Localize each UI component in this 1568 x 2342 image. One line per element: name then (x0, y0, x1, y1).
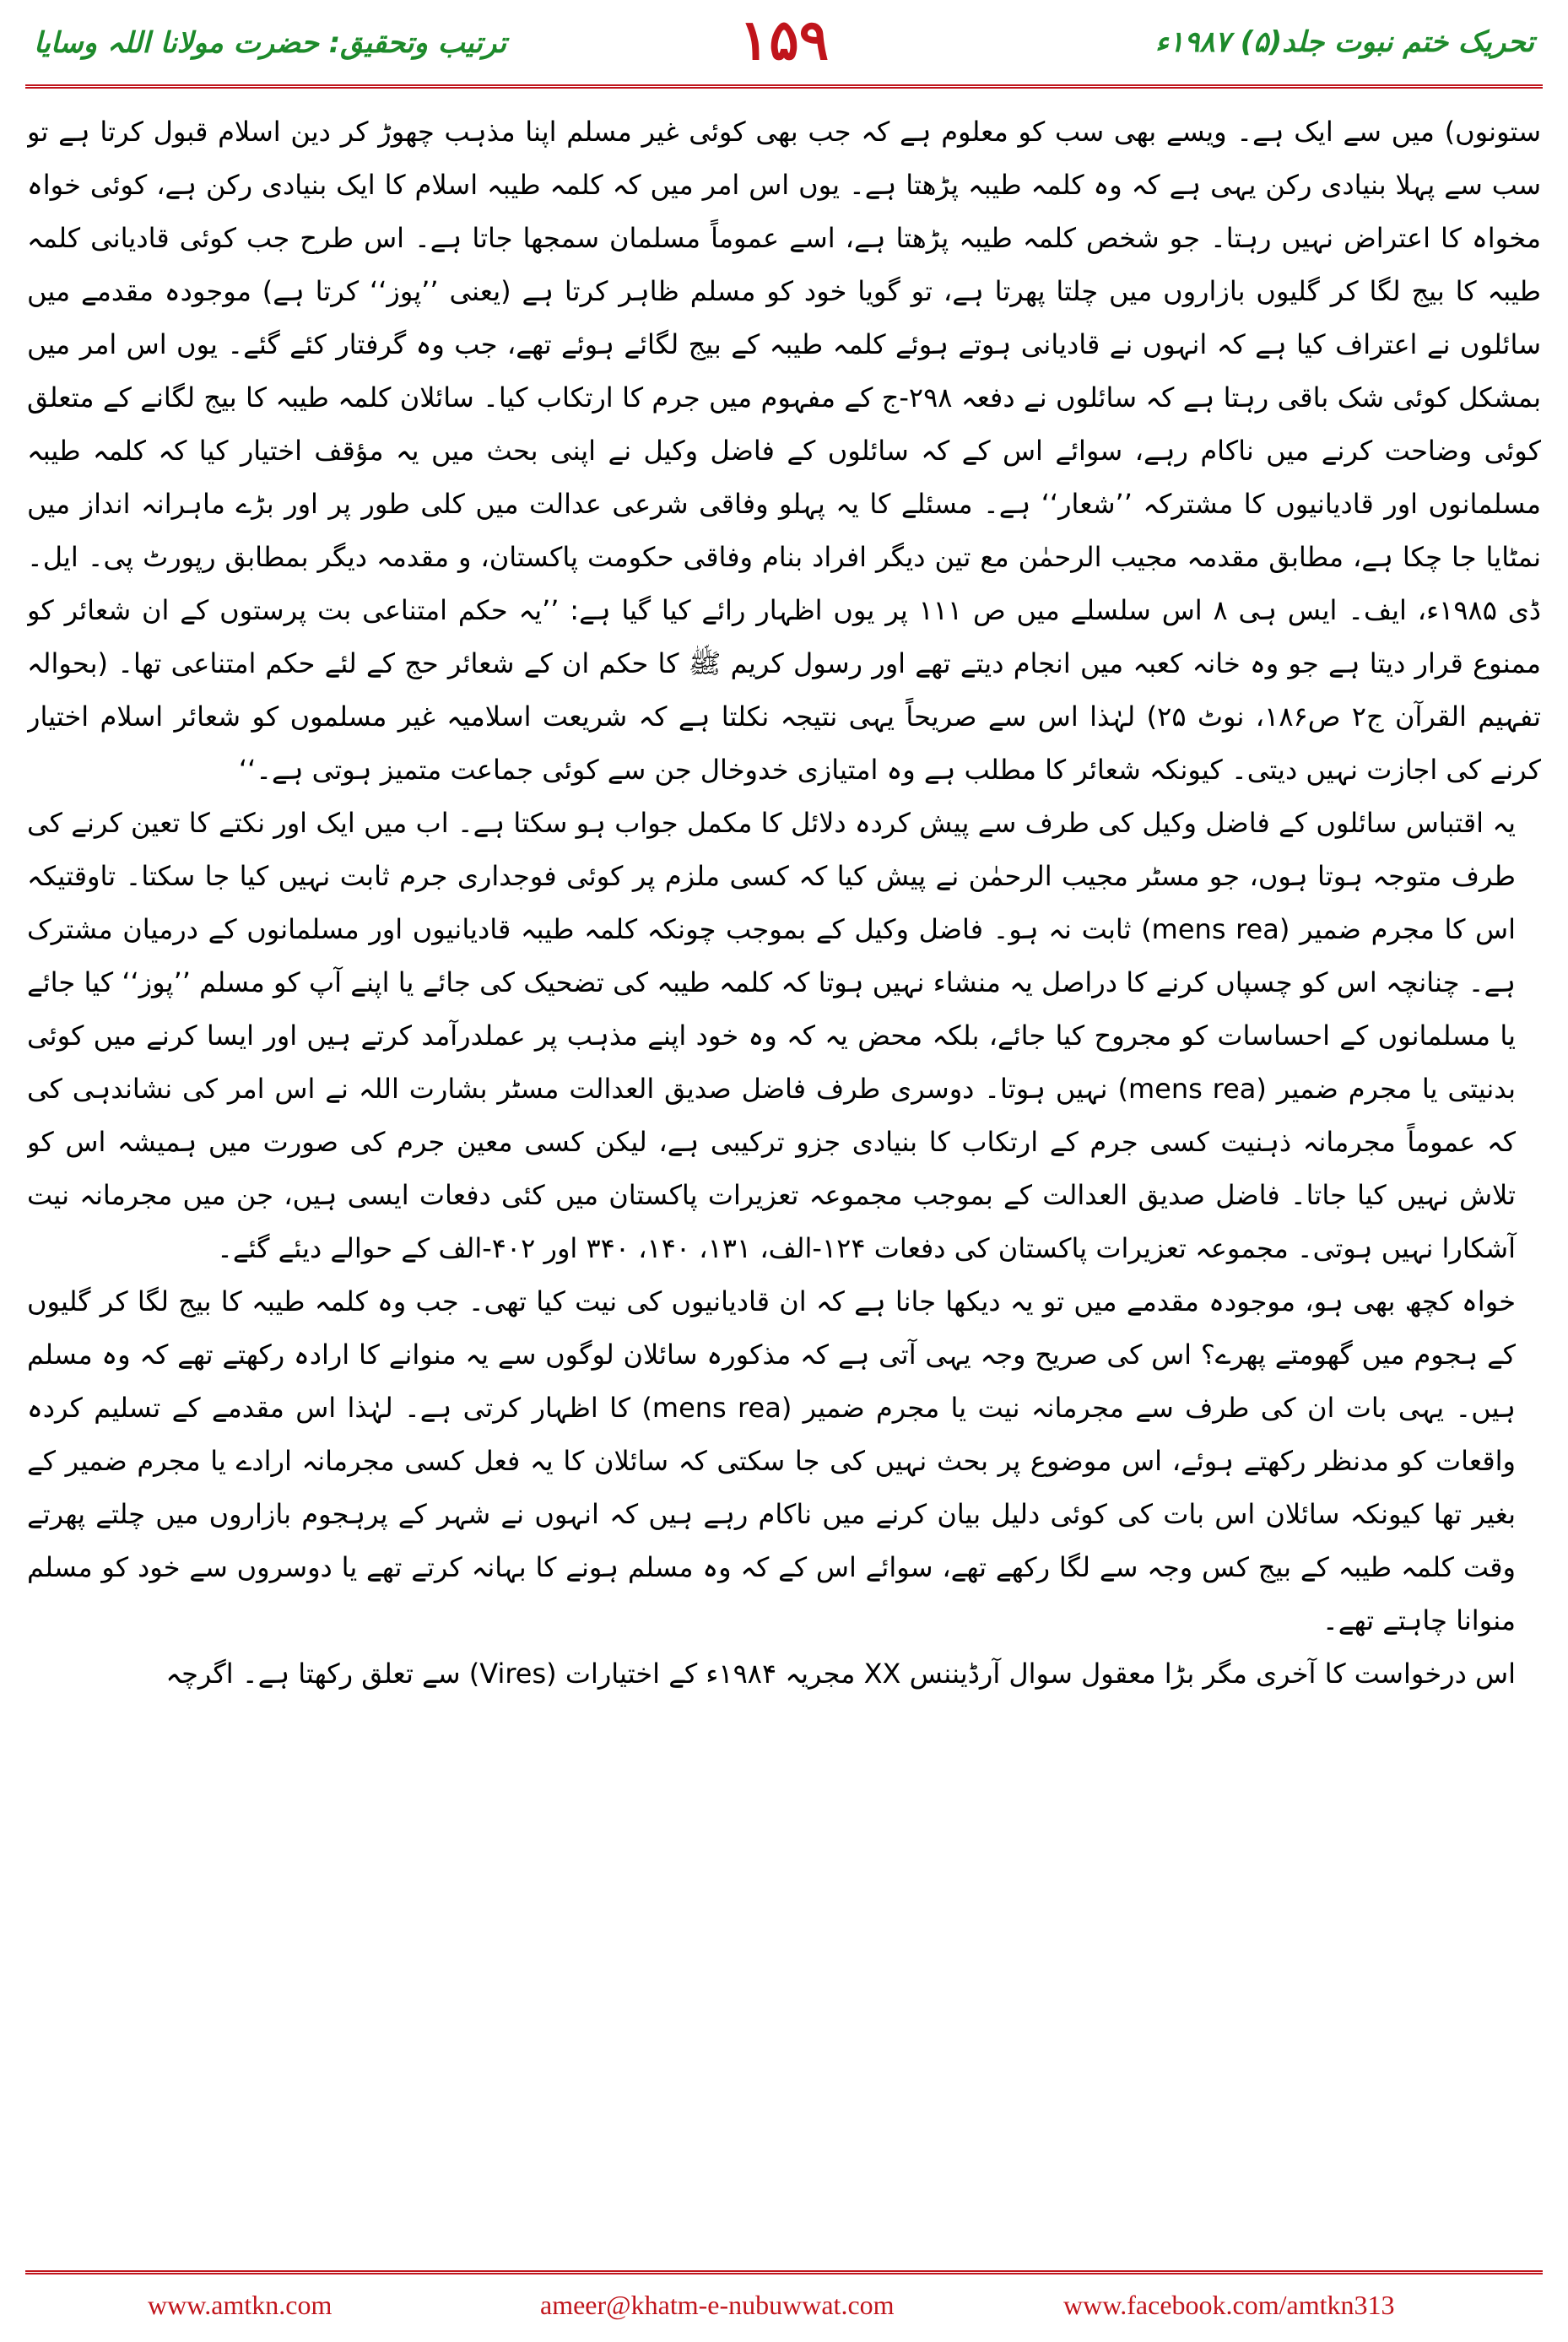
footer-divider (25, 2270, 1543, 2274)
footer-website-link[interactable]: www.amtkn.com (148, 2290, 333, 2320)
paragraph: ستونوں) میں سے ایک ہے۔ ویسے بھی سب کو معلوم ہے کہ جب بھی کوئی غیر مسلم اپنا مذہب چھوڑ کر دین اسلام قبول کرتا ہے تو سب سے پہلا بنیادی رکن یہی ہے کہ وہ کلمہ طیبہ پڑھتا ہے۔ یوں اس امر میں کہ کلمہ طیبہ اسلام کا ایک بنیادی رکن ہے، کوئی خواہ مخواہ کا اعتراض نہیں رہتا۔ جو شخص کلمہ طیبہ پڑھتا ہے، اسے عموماً مسلمان سمجھا جاتا ہے۔ اس طرح جب کوئی قادیانی کلمہ طیبہ کا بیج لگا کر گلیوں بازاروں میں چلتا پھرتا ہے، تو گویا خود کو مسلم ظاہر کرتا ہے (یعنی ’’پوز‘‘ کرتا ہے) موجودہ مقدمے میں سائلوں نے اعتراف کیا ہے کہ انہوں نے قادیانی ہوتے ہوئے کلمہ طیبہ کے بیج لگائے ہوئے تھے، جب وہ گرفتار کئے گئے۔ یوں اس امر میں بمشکل کوئی شک باقی رہتا ہے کہ سائلوں نے دفعہ ۲۹۸-ج کے مفہوم میں جرم کا ارتکاب کیا۔ سائلان کلمہ طیبہ کا بیج لگانے کے متعلق کوئی وضاحت کرنے میں ناکام رہے، سوائے اس کے کہ سائلوں کے فاضل وکیل نے اپنی بحث میں یہ مؤقف اختیار کیا کہ کلمہ طیبہ مسلمانوں اور قادیانیوں کا مشترکہ ’’شعار‘‘ ہے۔ مسئلے کا یہ پہلو وفاقی شرعی عدالت میں کلی طور پر اور بڑے ماہرانہ انداز میں نمٹایا جا چکا ہے، مطابق مقدمہ مجیب الرحمٰن مع تین دیگر افراد بنام وفاقی حکومت پاکستان، و مقدمہ دیگر بمطابق رپورٹ پی۔ ایل۔ ڈی ۱۹۸۵ء، ایف۔ ایس ہی ۸ اس سلسلے میں ص ۱۱۱ پر یوں اظہار رائے کیا گیا ہے: ’’یہ حکم امتناعی بت پرستوں کے ان شعائر کو ممنوع قرار دیتا ہے جو وہ خانہ کعبہ میں انجام دیتے تھے اور رسول کریم ﷺ کا حکم ان کے شعائر حج کے لئے حکم امتناعی تھا۔ (بحوالہ تفہیم القرآن ج۲ ص۱۸۶، نوٹ ۲۵) لہٰذا اس سے صریحاً یہی نتیجہ نکلتا ہے کہ شریعت اسلامیہ غیر مسلموں کو شعائر اسلام اختیار کرنے کی اجازت نہیں دیتی۔ کیونکہ شعائر کا مطلب ہے وہ امتیازی خدوخال جن سے کوئی جماعت متمیز ہوتی ہے۔‘‘ (27, 116, 1541, 786)
header-divider (25, 84, 1543, 89)
footer-facebook-link[interactable]: www.facebook.com/amtkn313 (1063, 2290, 1395, 2320)
header-book-title: تحریک ختم نبوت جلد(۵) ۱۹۸۷ء (1154, 25, 1534, 59)
paragraph: اس درخواست کا آخری مگر بڑا معقول سوال آرڈیننس XX مجریہ ۱۹۸۴ء کے اختیارات (Vires) سے تعلق رکھتا ہے۔ اگرچہ (165, 1658, 1516, 1690)
page-header (0, 0, 1568, 93)
page-number: ۱۵۹ (738, 7, 830, 73)
paragraph: یہ اقتباس سائلوں کے فاضل وکیل کی طرف سے پیش کردہ دلائل کا مکمل جواب ہو سکتا ہے۔ اب میں ایک اور نکتے کا تعین کرنے کی طرف متوجہ ہوتا ہوں، جو مسٹر مجیب الرحمٰن نے پیش کیا کہ کسی ملزم پر کوئی فوجداری جرم ثابت نہیں کیا جا سکتا۔ تاوقتیکہ اس کا مجرم ضمیر (mens rea) ثابت نہ ہو۔ فاضل وکیل کے بموجب چونکہ کلمہ طیبہ قادیانیوں اور مسلمانوں کے درمیان مشترک ہے۔ چنانچہ اس کو چسپاں کرنے کا دراصل یہ منشاء نہیں ہوتا کہ کلمہ طیبہ کی تضحیک کی جائے یا اپنے آپ کو مسلم ’’پوز‘‘ کیا جائے یا مسلمانوں کے احساسات کو مجروح کیا جائے، بلکہ محض یہ کہ وہ خود اپنے مذہب پر عملدرآمد کرتے ہیں اور ایسا کرنے میں کوئی بدنیتی یا مجرم ضمیر (mens rea) نہیں ہوتا۔ دوسری طرف فاضل صدیق العدالت مسٹر بشارت اللہ نے اس امر کی نشاندہی کی کہ عموماً مجرمانہ ذہنیت کسی جرم کے ارتکاب کا بنیادی جزو ترکیبی ہے، لیکن کسی معین جرم کی صورت میں ہمیشہ اس کو تلاش نہیں کیا جاتا۔ فاضل صدیق العدالت کے بموجب مجموعہ تعزیرات پاکستان میں کئی دفعات ایسی ہیں، جن میں مجرمانہ نیت آشکارا نہیں ہوتی۔ مجموعہ تعزیرات پاکستان کی دفعات ۱۲۴-الف، ۱۳۱، ۱۴۰، ۳۴۰ اور ۴۰۲-الف کے حوالے دیئے گئے۔ (27, 807, 1517, 1264)
page-body (27, 105, 1541, 2232)
header-compiler-credit: ترتیب وتحقیق: حضرت مولانا اللہ وسایا (34, 26, 507, 60)
footer-email-link[interactable]: ameer@khatm-e-nubuwwat.com (540, 2290, 895, 2320)
paragraph: خواہ کچھ بھی ہو، موجودہ مقدمے میں تو یہ دیکھا جانا ہے کہ ان قادیانیوں کی نیت کیا تھی۔ جب وہ کلمہ طیبہ کا بیج لگا کر گلیوں کے ہجوم میں گھومتے پھرے؟ اس کی صریح وجہ یہی آتی ہے کہ مذکورہ سائلان لوگوں سے یہ منوانے کا ارادہ رکھتے تھے کہ وہ مسلم ہیں۔ یہی بات ان کی طرف سے مجرمانہ نیت یا مجرم ضمیر (mens rea) کا اظہار کرتی ہے۔ لہٰذا اس مقدمے کے تسلیم کردہ واقعات کو مدنظر رکھتے ہوئے، اس موضوع پر بحث نہیں کی جا سکتی کہ سائلان کا یہ فعل کسی مجرمانہ ارادے یا مجرم ضمیر کے بغیر تھا کیونکہ سائلان اس بات کی کوئی دلیل بیان کرنے میں ناکام رہے ہیں کہ انہوں نے شہر کے پرہجوم بازاروں میں چلتے پھرتے وقت کلمہ طیبہ کے بیج کس وجہ سے لگا رکھے تھے، سوائے اس کے کہ وہ مسلم ہونے کا بہانہ کرتے تھے یا دوسروں سے خود کو مسلم منوانا چاہتے تھے۔ (27, 1285, 1517, 1636)
page-footer (0, 2283, 1568, 2325)
